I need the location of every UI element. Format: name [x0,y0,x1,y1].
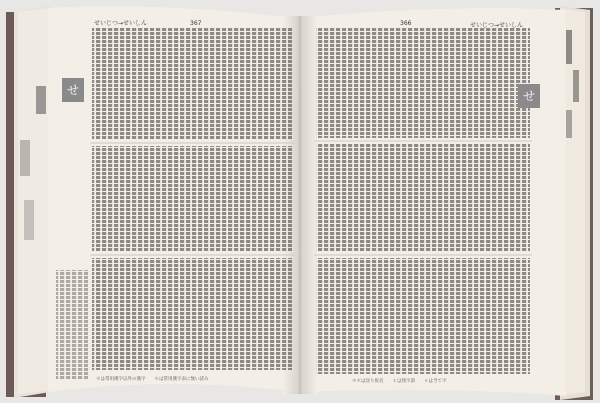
right-text-block-mid [316,144,530,252]
right-text-block-top [316,28,530,138]
right-text-block-bottom [316,258,530,374]
left-text-block-bottom [92,258,292,370]
left-edge-index-mark [36,86,46,114]
right-thumb-tab: せ [518,84,540,108]
left-thumb-tab: せ [62,78,84,102]
right-edge-index-mark [566,30,572,64]
left-text-block-top [92,28,292,140]
left-text-block-mid [92,146,292,252]
right-running-head [470,20,523,29]
left-footer: ＊は常用漢字以外の漢字 ＊は常用漢字表に無い読み [96,377,209,382]
right-page-number: 366 [400,20,412,27]
left-running-head [94,18,147,27]
right-footer: ＊＊は送り仮名 ｔは熟字訓 ｓは当て字 [352,379,447,384]
right-running-head-text: せいじつ→せいしん [470,22,524,29]
left-page-number: 367 [190,20,202,27]
left-running-head-text: せいじつ→せいしん [94,20,148,27]
